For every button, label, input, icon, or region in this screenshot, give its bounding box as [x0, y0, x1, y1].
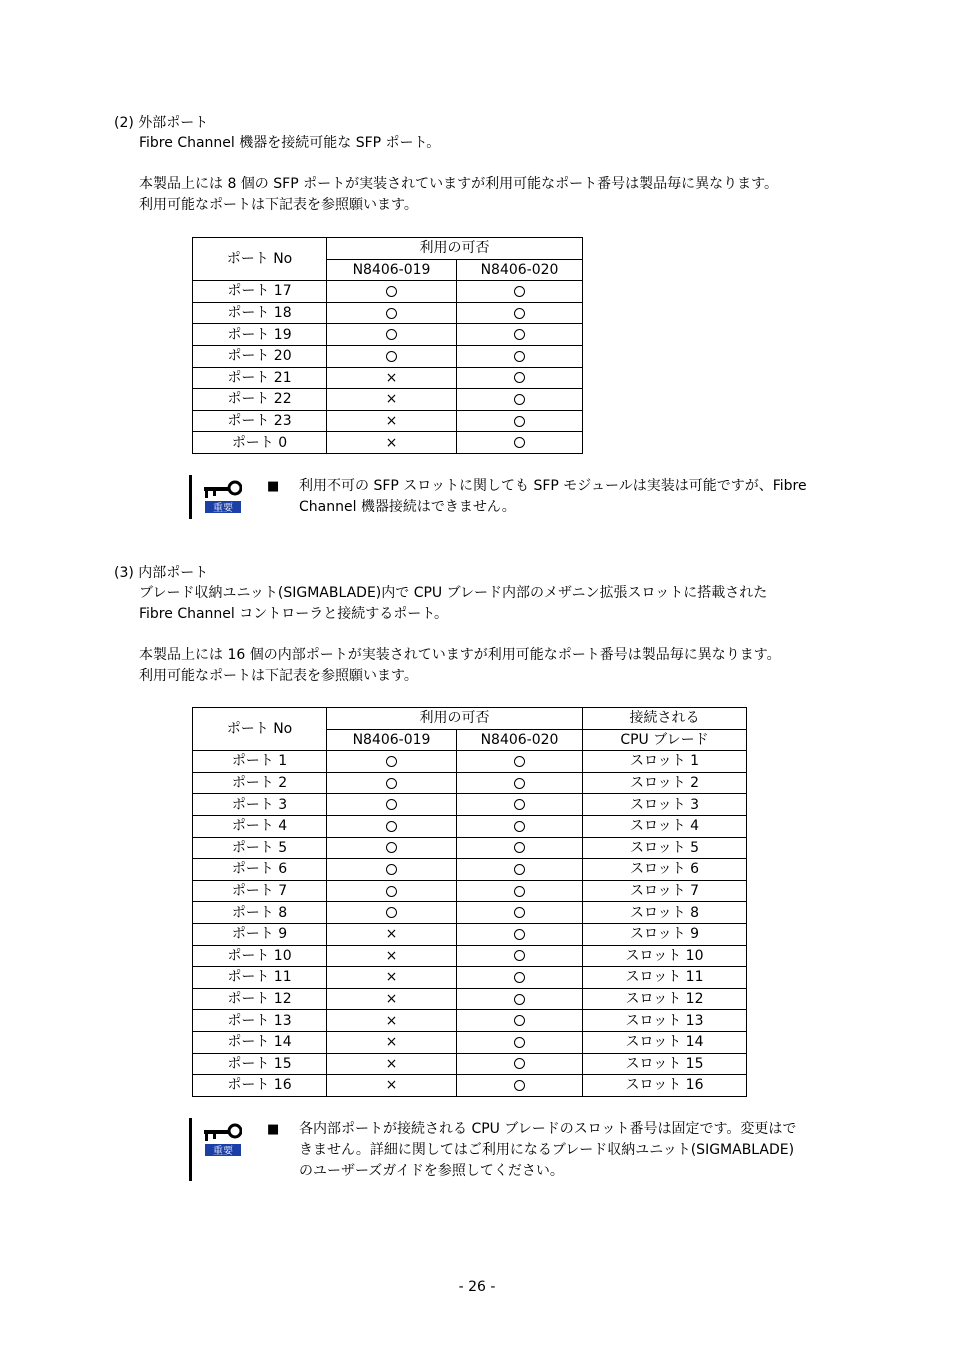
- circle-icon: [514, 1037, 525, 1048]
- table-row: [193, 1010, 747, 1032]
- note-text-line2: きません。詳細に関してはご利用になるブレード収納ユニット(SIGMABLADE): [299, 1142, 795, 1158]
- unavailable-mark: ×: [327, 432, 457, 454]
- available-mark: [457, 837, 583, 859]
- note-text-line1: 各内部ポートが接続される CPU ブレードのスロット番号は固定です。変更はで: [299, 1121, 797, 1137]
- available-mark: [327, 302, 457, 324]
- circle-icon: [386, 329, 397, 340]
- slot-cell: スロット 5: [583, 837, 747, 859]
- section3-description-line2: Fibre Channel コントローラと接続するポート。: [139, 606, 448, 622]
- internal-port-table: [192, 707, 747, 1097]
- circle-icon: [514, 821, 525, 832]
- table-row: [193, 1053, 747, 1075]
- available-mark: [327, 772, 457, 794]
- circle-icon: [514, 886, 525, 897]
- unavailable-mark: ×: [327, 923, 457, 945]
- slot-cell: スロット 12: [583, 988, 747, 1010]
- circle-icon: [514, 416, 525, 427]
- slot-cell: スロット 3: [583, 794, 747, 816]
- available-mark: [457, 880, 583, 902]
- port-cell: ポート 2: [193, 772, 327, 794]
- unavailable-mark: ×: [327, 410, 457, 432]
- circle-icon: [514, 929, 525, 940]
- port-cell: ポート 8: [193, 902, 327, 924]
- available-mark: [327, 794, 457, 816]
- available-mark: [457, 324, 583, 346]
- circle-icon: [514, 351, 525, 362]
- slot-cell: スロット 13: [583, 1010, 747, 1032]
- circle-icon: [514, 394, 525, 405]
- available-mark: [457, 902, 583, 924]
- port-cell: ポート 12: [193, 988, 327, 1010]
- available-mark: [327, 345, 457, 367]
- port-cell: ポート 15: [193, 1053, 327, 1075]
- port-cell: ポート 0: [193, 432, 327, 454]
- header-availability: 利用の可否: [327, 708, 583, 730]
- table-row: [193, 751, 747, 773]
- header-port-no: ポート No: [193, 238, 327, 281]
- important-badge: 重要: [213, 503, 233, 513]
- port-cell: ポート 20: [193, 345, 327, 367]
- available-mark: [327, 815, 457, 837]
- unavailable-mark: ×: [327, 1075, 457, 1097]
- circle-icon: [386, 799, 397, 810]
- circle-icon: [514, 1015, 525, 1026]
- port-cell: ポート 10: [193, 945, 327, 967]
- table-row: [193, 880, 747, 902]
- available-mark: [457, 815, 583, 837]
- unavailable-mark: ×: [327, 945, 457, 967]
- slot-cell: スロット 16: [583, 1075, 747, 1097]
- available-mark: [327, 859, 457, 881]
- slot-cell: スロット 8: [583, 902, 747, 924]
- port-cell: ポート 14: [193, 1031, 327, 1053]
- circle-icon: [514, 756, 525, 767]
- port-cell: ポート 17: [193, 281, 327, 303]
- port-cell: ポート 19: [193, 324, 327, 346]
- table-row: [193, 859, 747, 881]
- section2-paragraph-line2: 利用可能なポートは下記表を参照願います。: [139, 197, 418, 213]
- circle-icon: [386, 821, 397, 832]
- circle-icon: [514, 437, 525, 448]
- port-cell: ポート 16: [193, 1075, 327, 1097]
- note-bullet: ■: [267, 1122, 280, 1137]
- port-cell: ポート 11: [193, 967, 327, 989]
- unavailable-mark: ×: [327, 389, 457, 411]
- available-mark: [327, 902, 457, 924]
- circle-icon: [514, 778, 525, 789]
- available-mark: [457, 1053, 583, 1075]
- port-cell: ポート 21: [193, 367, 327, 389]
- available-mark: [457, 1010, 583, 1032]
- section2-description: Fibre Channel 機器を接続可能な SFP ポート。: [139, 135, 441, 151]
- table-row: [193, 945, 747, 967]
- table-row: [193, 815, 747, 837]
- circle-icon: [514, 994, 525, 1005]
- important-badge: 重要: [213, 1146, 233, 1156]
- available-mark: [457, 945, 583, 967]
- slot-cell: スロット 6: [583, 859, 747, 881]
- port-cell: ポート 5: [193, 837, 327, 859]
- circle-icon: [386, 308, 397, 319]
- header-model-019: N8406-019: [327, 729, 457, 751]
- header-connected: 接続される: [583, 708, 747, 730]
- available-mark: [457, 281, 583, 303]
- slot-cell: スロット 11: [583, 967, 747, 989]
- note-text-line3: のユーザーズガイドを参照してください。: [299, 1163, 564, 1179]
- note-bullet: ■: [267, 479, 280, 494]
- header-cpu-blade: CPU ブレード: [583, 729, 747, 751]
- circle-icon: [386, 286, 397, 297]
- table-row: [193, 345, 583, 367]
- slot-cell: スロット 1: [583, 751, 747, 773]
- table-row: [193, 410, 583, 432]
- port-cell: ポート 7: [193, 880, 327, 902]
- circle-icon: [514, 286, 525, 297]
- important-note-internal: [189, 1118, 889, 1182]
- unavailable-mark: ×: [327, 967, 457, 989]
- available-mark: [457, 967, 583, 989]
- port-cell: ポート 18: [193, 302, 327, 324]
- slot-cell: スロット 4: [583, 815, 747, 837]
- circle-icon: [386, 842, 397, 853]
- available-mark: [327, 837, 457, 859]
- circle-icon: [514, 972, 525, 983]
- unavailable-mark: ×: [327, 1031, 457, 1053]
- available-mark: [327, 281, 457, 303]
- unavailable-mark: ×: [327, 1053, 457, 1075]
- port-cell: ポート 4: [193, 815, 327, 837]
- available-mark: [457, 772, 583, 794]
- circle-icon: [514, 372, 525, 383]
- unavailable-mark: ×: [327, 988, 457, 1010]
- table-row: [193, 1075, 747, 1097]
- available-mark: [457, 1031, 583, 1053]
- slot-cell: スロット 15: [583, 1053, 747, 1075]
- slot-cell: スロット 10: [583, 945, 747, 967]
- port-cell: ポート 23: [193, 410, 327, 432]
- page-number: - 26 -: [458, 1279, 496, 1295]
- table-row: [193, 967, 747, 989]
- slot-cell: スロット 14: [583, 1031, 747, 1053]
- available-mark: [457, 345, 583, 367]
- section3-paragraph-line2: 利用可能なポートは下記表を参照願います。: [139, 668, 418, 684]
- table-row: [193, 1031, 747, 1053]
- available-mark: [457, 410, 583, 432]
- available-mark: [327, 880, 457, 902]
- port-cell: ポート 3: [193, 794, 327, 816]
- circle-icon: [386, 907, 397, 918]
- circle-icon: [386, 778, 397, 789]
- section3-heading: (3) 内部ポート: [114, 565, 209, 581]
- note-text-line1: 利用不可の SFP スロットに関しても SFP モジュールは実装は可能ですが、Fibre: [299, 478, 807, 494]
- available-mark: [457, 1075, 583, 1097]
- table-row: [193, 837, 747, 859]
- circle-icon: [514, 799, 525, 810]
- available-mark: [457, 302, 583, 324]
- header-model-020: N8406-020: [457, 259, 583, 281]
- table-row: [193, 302, 583, 324]
- table-row: [193, 772, 747, 794]
- slot-cell: スロット 2: [583, 772, 747, 794]
- important-note-external: [189, 475, 889, 521]
- unavailable-mark: ×: [327, 1010, 457, 1032]
- note-text-line2: Channel 機器接続はできません。: [299, 499, 516, 515]
- circle-icon: [514, 329, 525, 340]
- available-mark: [457, 432, 583, 454]
- available-mark: [457, 859, 583, 881]
- table-row: [193, 324, 583, 346]
- available-mark: [327, 324, 457, 346]
- section3-paragraph-line1: 本製品上には 16 個の内部ポートが実装されていますが利用可能なポート番号は製品毎に異なります。: [139, 647, 781, 663]
- port-cell: ポート 22: [193, 389, 327, 411]
- table-row: [193, 988, 747, 1010]
- circle-icon: [514, 1080, 525, 1091]
- section2-heading: (2) 外部ポート: [114, 115, 209, 131]
- section2-paragraph-line1: 本製品上には 8 個の SFP ポートが実装されていますが利用可能なポート番号は製品毎に異なります。: [139, 176, 778, 192]
- port-cell: ポート 9: [193, 923, 327, 945]
- section3-description-line1: ブレード収納ユニット(SIGMABLADE)内で CPU ブレード内部のメザニン拡張スロットに搭載された: [139, 585, 768, 601]
- circle-icon: [514, 907, 525, 918]
- circle-icon: [514, 864, 525, 875]
- circle-icon: [514, 950, 525, 961]
- circle-icon: [514, 308, 525, 319]
- table-row: [193, 923, 747, 945]
- key-icon: [202, 475, 242, 513]
- table-row: [193, 794, 747, 816]
- note-bar: [189, 1118, 192, 1181]
- port-cell: ポート 13: [193, 1010, 327, 1032]
- table-row: [193, 432, 583, 454]
- circle-icon: [386, 756, 397, 767]
- available-mark: [457, 367, 583, 389]
- external-port-table: [192, 237, 583, 454]
- circle-icon: [386, 864, 397, 875]
- unavailable-mark: ×: [327, 367, 457, 389]
- slot-cell: スロット 9: [583, 923, 747, 945]
- key-icon: [202, 1118, 242, 1156]
- table-row: [193, 902, 747, 924]
- available-mark: [327, 751, 457, 773]
- slot-cell: スロット 7: [583, 880, 747, 902]
- table-row: [193, 367, 583, 389]
- note-bar: [189, 475, 192, 519]
- available-mark: [457, 988, 583, 1010]
- header-availability: 利用の可否: [327, 238, 583, 260]
- circle-icon: [386, 886, 397, 897]
- available-mark: [457, 751, 583, 773]
- port-cell: ポート 1: [193, 751, 327, 773]
- table-row: [193, 389, 583, 411]
- circle-icon: [386, 351, 397, 362]
- available-mark: [457, 923, 583, 945]
- port-cell: ポート 6: [193, 859, 327, 881]
- header-port-no: ポート No: [193, 708, 327, 751]
- available-mark: [457, 389, 583, 411]
- header-model-019: N8406-019: [327, 259, 457, 281]
- header-model-020: N8406-020: [457, 729, 583, 751]
- circle-icon: [514, 842, 525, 853]
- available-mark: [457, 794, 583, 816]
- table-row: [193, 281, 583, 303]
- circle-icon: [514, 1058, 525, 1069]
